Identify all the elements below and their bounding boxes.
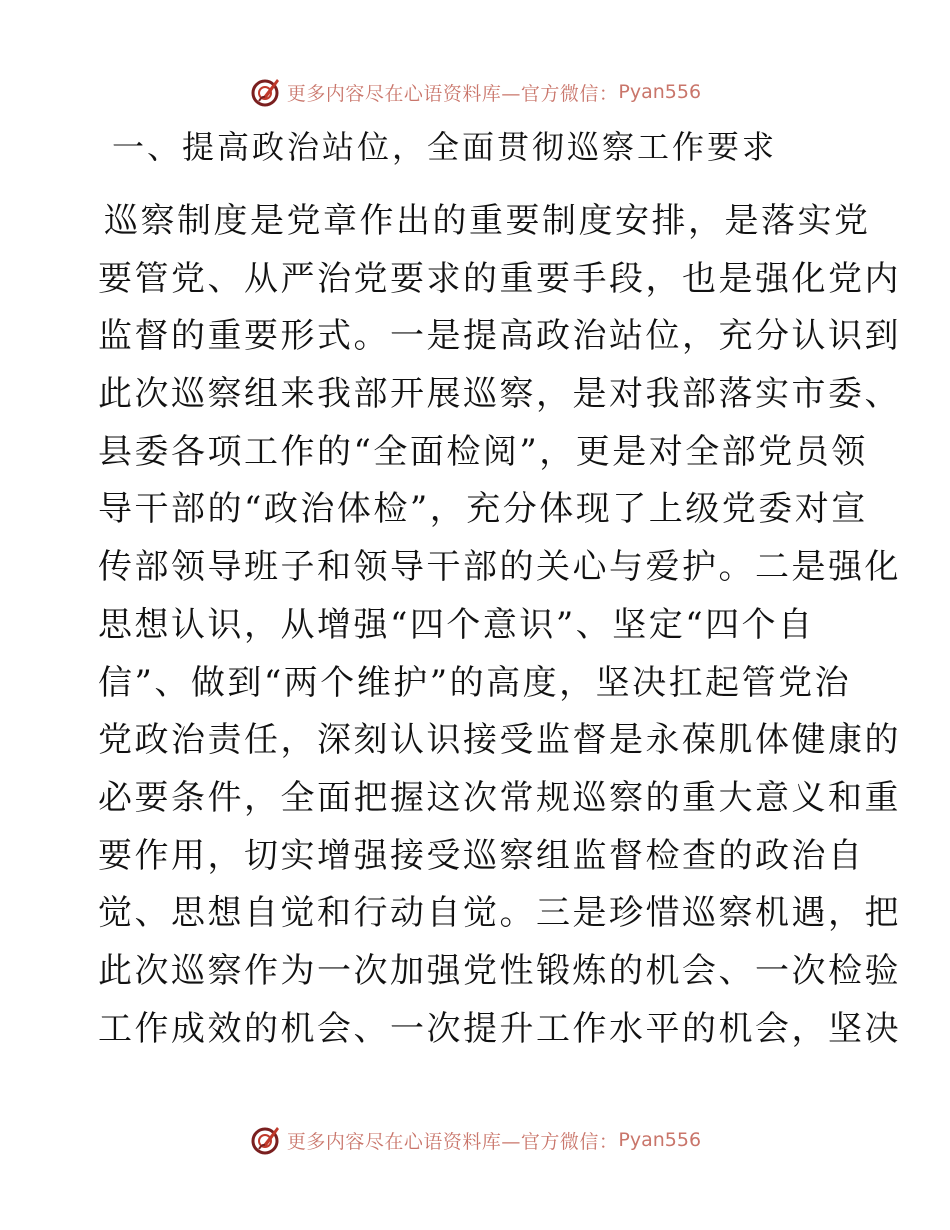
watermark-text: 更多内容尽在心语资料库—官方微信：: [286, 82, 619, 105]
paragraph-line: 导干部的“政治体检”，充分体现了上级党委对宣: [98, 489, 868, 530]
paragraph-line: 此次巡察组来我部开展巡察，是对我部落实市委、: [98, 374, 901, 415]
paragraph-line: 工作成效的机会、一次提升工作水平的机会，坚决: [98, 1008, 901, 1049]
paragraph-line: 党政治责任，深刻认识接受监督是永葆肌体健康的: [98, 720, 901, 761]
paragraph-line: 传部领导班子和领导干部的关心与爱护。二是强化: [98, 547, 901, 588]
paragraph-line: 县委各项工作的“全面检阅”，更是对全部党员领: [98, 431, 868, 472]
watermark-wechat-id: Pyan556: [618, 81, 702, 103]
paragraph-line: 监督的重要形式。一是提高政治站位，充分认识到: [98, 316, 901, 357]
footer-watermark-banner: [0, 1120, 950, 1160]
paragraph-line: 觉、思想自觉和行动自觉。三是珍惜巡察机遇，把: [98, 893, 901, 934]
watermark-wechat-id: Pyan556: [618, 1129, 702, 1151]
section-heading: 一、提高政治站位，全面贯彻巡察工作要求: [112, 128, 778, 166]
paragraph-line: 此次巡察作为一次加强党性锻炼的机会、一次检验: [98, 950, 901, 991]
paragraph-line: 思想认识，从增强“四个意识”、坚定“四个自: [98, 604, 815, 645]
paragraph-line: 巡察制度是党章作出的重要制度安排，是落实党: [104, 201, 871, 241]
paragraph-line: 必要条件，全面把握这次常规巡察的重大意义和重: [98, 777, 901, 818]
body-paragraph: [98, 196, 901, 1061]
paragraph-line: 要作用，切实增强接受巡察组监督检查的政治自: [98, 835, 865, 876]
quill-logo-icon: [249, 75, 283, 109]
quill-logo-icon: [249, 1123, 283, 1157]
paragraph-line: 信”、做到“两个维护”的高度，坚决扛起管党治: [98, 662, 852, 703]
paragraph-line: 要管党、从严治党要求的重要手段，也是强化党内: [98, 258, 901, 299]
header-watermark-banner: [0, 72, 950, 112]
watermark-text: 更多内容尽在心语资料库—官方微信：: [286, 1130, 619, 1153]
